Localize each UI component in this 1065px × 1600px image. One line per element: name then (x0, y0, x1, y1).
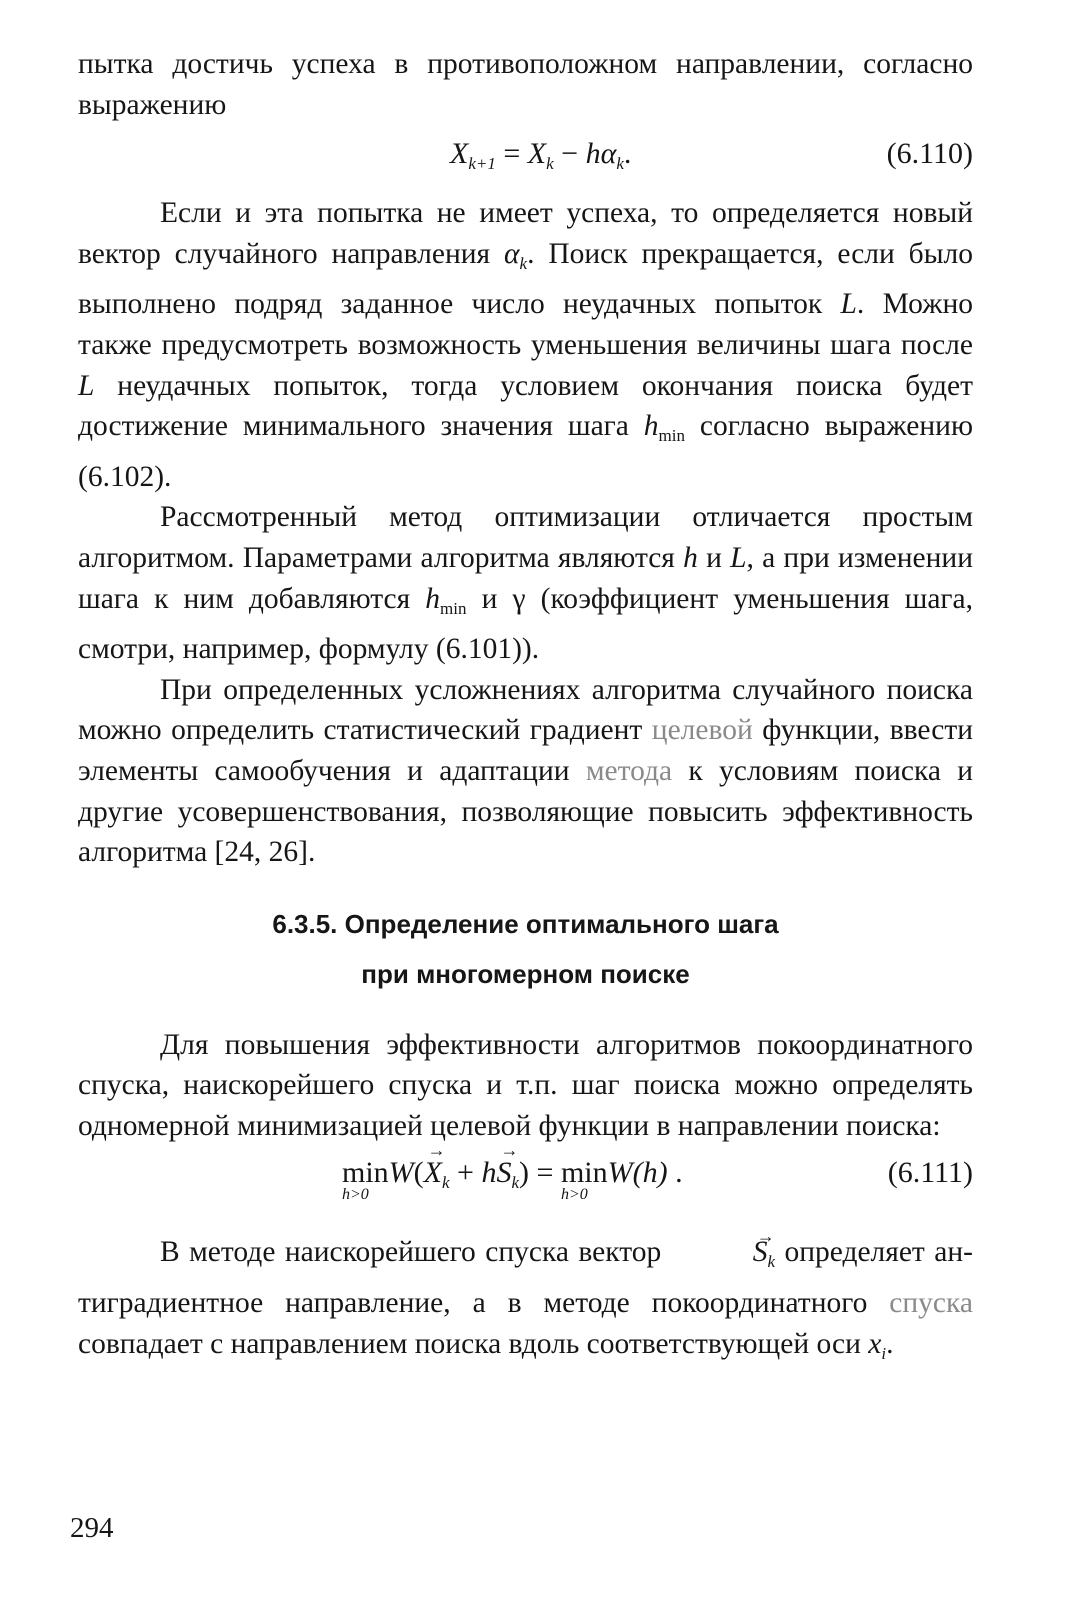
paragraph-stop-condition: Если и эта попытка не имеет успеха, то определяется новый вектор случайного направления $\alpha_k$. Поиск прекращается, если было выполнено подряд заданное число неудачных попыток L. Можно также предусмотреть возможность уменьшения величины шага после L неудачных попыток, тогда условием окончания поиска будет достижение минимального значения шага $h_{min}$ согласно выражению (6.102). (78, 197, 973, 493)
paragraph-direction: В методе наискорейшего спуска вектор → $S_k$ определяет антиградиентное направление, а в методе покоординатного спуска совпадает с направлением поиска вдоль соответствующей оси $x_i$. (78, 1232, 973, 1374)
formula-6-111 (78, 1146, 973, 1232)
paragraph-parameters: Рассмотренный метод оптимизации отличается простым алгоритмом. Параметрами алгоритма являются h и L, а при изменении шага к ним добавляются $h_{min}$ и γ (коэффициент уменьшения шага, смотри, например, формулу (6.101)). (78, 501, 973, 666)
section-heading-line-2: при многомерном поиске (361, 958, 690, 989)
formula-6-110-expression: $X_{k+1} = X_k - h\alpha_k$. (450, 137, 632, 174)
paragraph-step-search: Для повышения эффективности алгоритмов покоординатного спуска, наискорейшего спуска и т.п. шаг поиска можно определять одномерной минимизацией целевой функции в направлении поиска: (78, 1028, 973, 1142)
formula-6-110 (78, 125, 973, 193)
paragraph-improvements: При определенных усложнениях алгоритма случайного поиска можно определить статистический градиент целевой функции, ввести элементы самообучения и адаптации метода к условиям поиска и другие усовершенствования, позволяющие повысить эффективность алгоритма [24, 26]. (78, 673, 974, 869)
section-heading-line-1: 6.3.5. Определение оптимального шага (272, 908, 779, 939)
paragraph-continuation: пытка достичь успеха в противоположном направлении, согласно выражению (78, 48, 973, 121)
formula-6-111-expression: min h>0 $W(\to X_k + h\to S_k) = \min$ h>0 W(h) . (342, 1156, 683, 1193)
page-body (78, 44, 973, 1374)
section-heading (78, 899, 973, 999)
page-number: 294 (70, 1512, 114, 1544)
equation-number: (6.111) (887, 1156, 973, 1190)
equation-number: (6.110) (886, 137, 973, 171)
